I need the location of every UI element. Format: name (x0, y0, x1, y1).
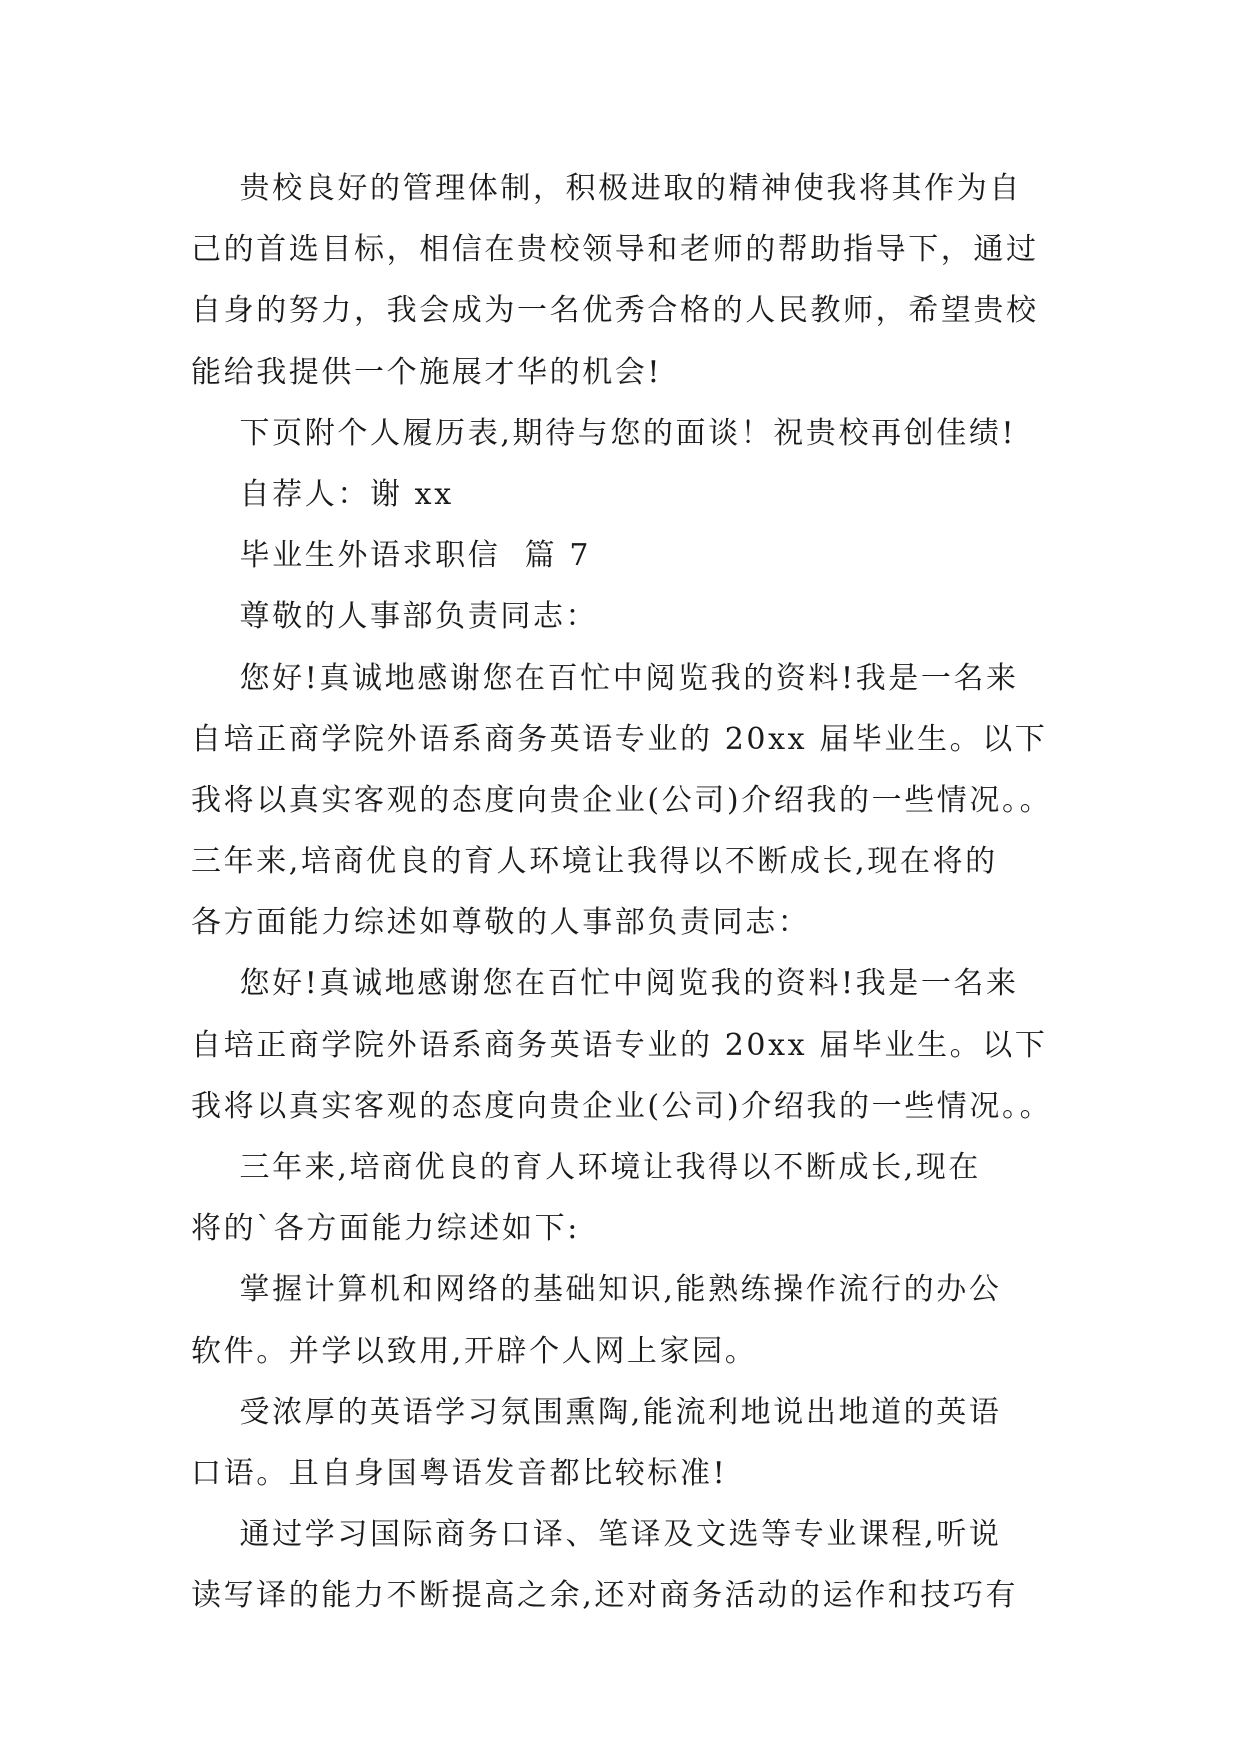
text-line: 软件。并学以致用,开辟个人网上家园。 (191, 1333, 758, 1369)
text-line: 三年来,培商优良的育人环境让我得以不断成长,现在 (191, 1150, 982, 1185)
text-line: 您好!真诚地感谢您在百忙中阅览我的资料!我是一名来 (191, 660, 1019, 696)
text-line: 通过学习国际商务口译、笔译及文选等专业课程,听说 (191, 1517, 1002, 1553)
text-line: 三年来,培商优良的育人环境让我得以不断成长,现在将的 (191, 844, 998, 880)
text-line: 我将以真实客观的态度向贵企业(公司)介绍我的一些情况。。 (191, 1088, 1053, 1124)
section-title: 毕业生外语求职信 篇 7 (191, 538, 592, 574)
text-line: 将的`各方面能力综述如下: (191, 1211, 580, 1247)
text-line: 能给我提供一个施展才华的机会! (191, 354, 663, 390)
text-line: 己的首选目标，相信在贵校领导和老师的帮助指导下，通过 (191, 232, 1039, 268)
text-line: 我将以真实客观的态度向贵企业(公司)介绍我的一些情况。。 (191, 782, 1053, 818)
signature-line: 自荐人：谢 xx (191, 476, 454, 512)
text-line: 口语。且自身国粤语发音都比较标准! (191, 1455, 728, 1491)
text-line: 读写译的能力不断提高之余,还对商务活动的运作和技巧有 (191, 1578, 1019, 1614)
text-line: 自身的努力，我会成为一名优秀合格的人民教师，希望贵校 (191, 293, 1039, 329)
text-line: 您好!真诚地感谢您在百忙中阅览我的资料!我是一名来 (191, 966, 1019, 1002)
text-line: 自培正商学院外语系商务英语专业的 20xx 届毕业生。以下 (191, 721, 1048, 757)
document-body (191, 158, 1061, 1627)
text-line: 受浓厚的英语学习氛围熏陶,能流利地说出地道的英语 (191, 1394, 1002, 1430)
text-line: 自培正商学院外语系商务英语专业的 20xx 届毕业生。以下 (191, 1027, 1048, 1063)
text-line: 下页附个人履历表,期待与您的面谈！祝贵校再创佳绩! (191, 415, 1017, 451)
salutation: 尊敬的人事部负责同志： (191, 599, 599, 635)
text-line: 贵校良好的管理体制，积极进取的精神使我将其作为自 (191, 171, 1022, 206)
text-line: 各方面能力综述如尊敬的人事部负责同志： (191, 905, 811, 941)
text-line: 掌握计算机和网络的基础知识,能熟练操作流行的办公 (191, 1272, 1002, 1308)
